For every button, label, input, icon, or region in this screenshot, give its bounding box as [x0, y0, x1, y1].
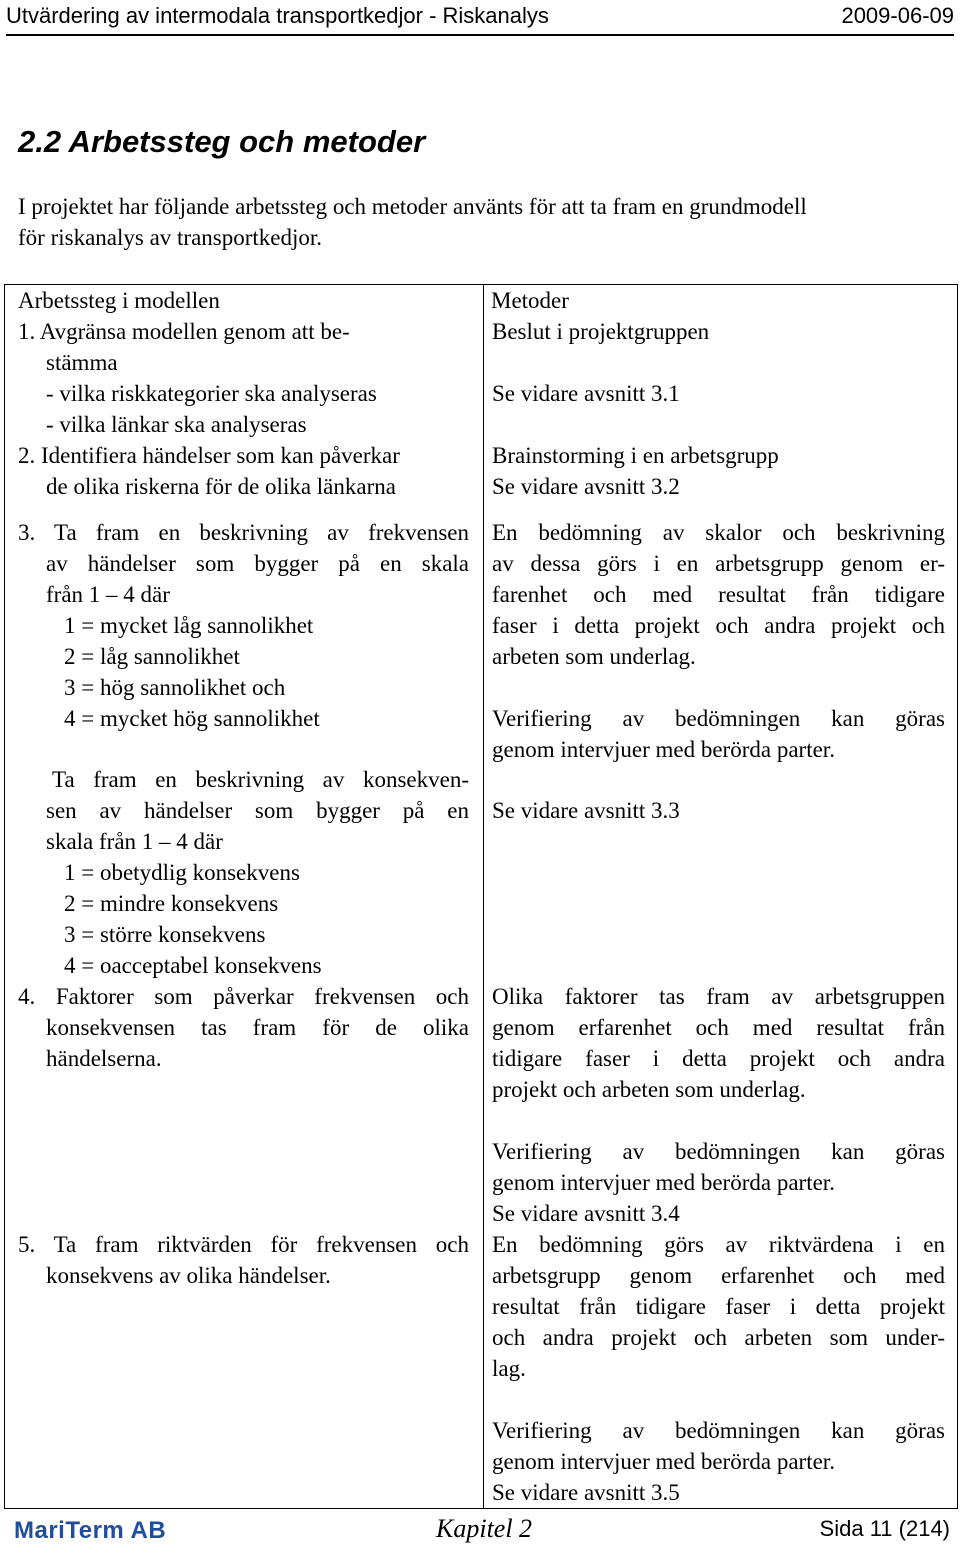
- intro-paragraph: [18, 191, 958, 253]
- step-line: 5. Ta fram riktvärden för frekvensen och: [18, 1232, 469, 1257]
- step-line: skala från 1 – 4 där: [46, 829, 223, 854]
- method-line: Brainstorming i en arbetsgrupp: [492, 443, 779, 468]
- method-line: genom erfarenhet och med resultat från: [492, 1015, 945, 1040]
- page-header: [6, 0, 954, 36]
- intro-line: för riskanalys av transportkedjor.: [18, 225, 323, 250]
- method-line: genom intervjuer med berörda parter.: [492, 1170, 835, 1195]
- method-line: faser i detta projekt och andra projekt och: [492, 613, 945, 638]
- document-title: Utvärdering av intermodala transportkedjor - Riskanalys: [6, 3, 549, 28]
- method-line: Olika faktorer tas fram av arbetsgruppen: [492, 984, 945, 1009]
- step-line: 3. Ta fram en beskrivning av frekvensen: [18, 520, 469, 545]
- column-header-steps: Arbetssteg i modellen: [18, 288, 220, 313]
- section-reference: Se vidare avsnitt 3.5: [492, 1480, 680, 1505]
- section-reference: Se vidare avsnitt 3.4: [492, 1201, 680, 1226]
- method-line: lag.: [492, 1356, 526, 1381]
- method-line: Verifiering av bedömningen kan göras: [492, 1139, 945, 1164]
- method-line: genom intervjuer med berörda parter.: [492, 1449, 835, 1474]
- method-line: arbetsgrupp genom erfarenhet och med: [492, 1263, 945, 1288]
- section-reference: Se vidare avsnitt 3.2: [492, 474, 680, 499]
- scale-item: 4 = mycket hög sannolikhet: [64, 706, 320, 731]
- step-line: Ta fram en beskrivning av konsekven-: [52, 767, 469, 792]
- method-line: Verifiering av bedömningen kan göras: [492, 1418, 945, 1443]
- column-divider: [483, 285, 484, 1508]
- step-line: 4. Faktorer som påverkar frekvensen och: [18, 984, 469, 1009]
- methods-table: [4, 284, 958, 1509]
- company-logo: MariTerm AB: [14, 1517, 167, 1544]
- method-line: tidigare faser i detta projekt och andra: [492, 1046, 945, 1071]
- step-line: de olika riskerna för de olika länkarna: [46, 474, 396, 499]
- method-line: resultat från tidigare faser i detta projekt: [492, 1294, 945, 1319]
- step-line: konsekvensen tas fram för de olika: [46, 1015, 469, 1040]
- method-line: av dessa görs i en arbetsgrupp genom er-: [492, 551, 945, 576]
- section-title: 2.2 Arbetssteg och metoder: [18, 124, 426, 159]
- document-date: 2009-06-09: [841, 3, 954, 28]
- step-line: 2. Identifiera händelser som kan påverkar: [18, 443, 400, 468]
- step-line: stämma: [46, 350, 118, 375]
- column-header-methods: Metoder: [491, 288, 569, 313]
- section-reference: Se vidare avsnitt 3.1: [492, 381, 680, 406]
- scale-item: 1 = obetydlig konsekvens: [64, 860, 300, 885]
- method-line: farenhet och med resultat från tidigare: [492, 582, 945, 607]
- method-line: genom intervjuer med berörda parter.: [492, 737, 835, 762]
- method-line: projekt och arbeten som underlag.: [492, 1077, 806, 1102]
- method-line: Verifiering av bedömningen kan göras: [492, 706, 945, 731]
- method-line: En bedömning av skalor och beskrivning: [492, 520, 945, 545]
- scale-item: 4 = oacceptabel konsekvens: [64, 953, 322, 978]
- intro-line: I projektet har följande arbetssteg och metoder använts för att ta fram en grundmodell: [18, 194, 807, 219]
- method-line: och andra projekt och arbeten som under-: [492, 1325, 945, 1350]
- chapter-label: Kapitel 2: [436, 1514, 533, 1543]
- step-line: 1. Avgränsa modellen genom att be-: [18, 319, 350, 344]
- step-line: från 1 – 4 där: [46, 582, 170, 607]
- scale-item: 2 = låg sannolikhet: [64, 644, 240, 669]
- method-line: En bedömning görs av riktvärdena i en: [492, 1232, 945, 1257]
- step-line: - vilka länkar ska analyseras: [46, 412, 307, 437]
- section-reference: Se vidare avsnitt 3.3: [492, 798, 680, 823]
- scale-item: 3 = större konsekvens: [64, 922, 266, 947]
- method-line: Beslut i projektgruppen: [492, 319, 710, 344]
- step-line: händelserna.: [46, 1046, 162, 1071]
- step-line: - vilka riskkategorier ska analyseras: [46, 381, 377, 406]
- page-number: Sida 11 (214): [819, 1516, 950, 1541]
- step-line: av händelser som bygger på en skala: [46, 551, 469, 576]
- scale-item: 2 = mindre konsekvens: [64, 891, 279, 916]
- method-line: arbeten som underlag.: [492, 644, 696, 669]
- step-line: sen av händelser som bygger på en: [46, 798, 469, 823]
- scale-item: 1 = mycket låg sannolikhet: [64, 613, 314, 638]
- scale-item: 3 = hög sannolikhet och: [64, 675, 286, 700]
- step-line: konsekvens av olika händelser.: [46, 1263, 331, 1288]
